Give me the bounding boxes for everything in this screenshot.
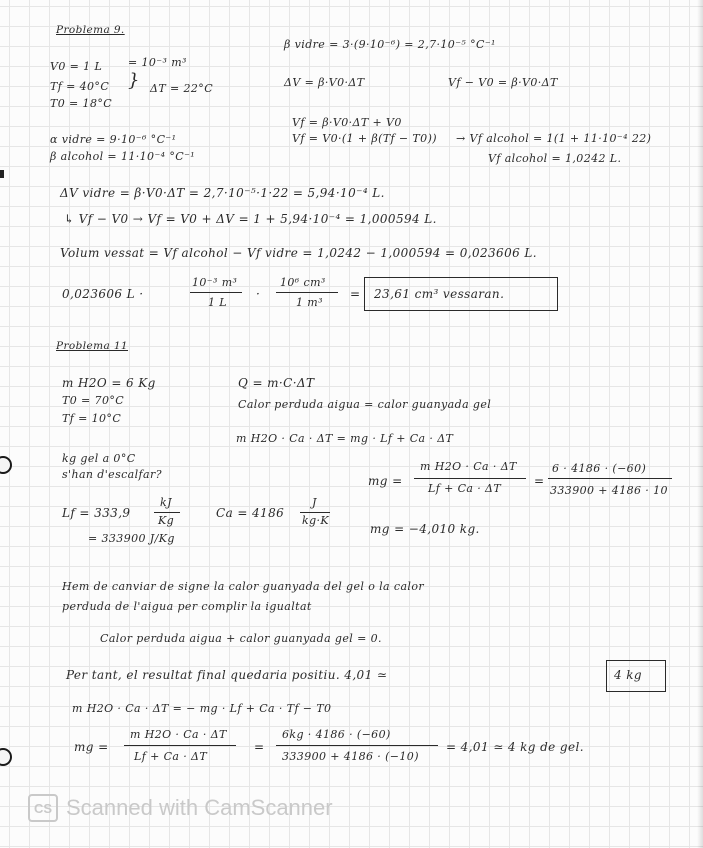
vf-alcohol-result: Vf alcohol = 1,0242 L. — [488, 152, 622, 165]
final-fraction-denominator: Lf + Ca · ΔT — [134, 750, 208, 763]
fraction-bar — [190, 292, 242, 293]
balance-zero: Calor perduda aigua + calor guanyada gel = 0. — [100, 632, 382, 645]
beta-alcohol: β alcohol = 11·10⁻⁴ °C⁻¹ — [50, 150, 196, 163]
conversion-frac1-numerator: 10⁻³ m³ — [192, 276, 238, 289]
given-v0-conversion: = 10⁻³ m³ — [128, 56, 187, 69]
latent-heat-unit-numerator: kJ — [160, 496, 172, 509]
explanation-line-2: perduda de l'aigua per complir la igualtat — [62, 600, 312, 613]
fraction-bar — [154, 512, 180, 513]
mg-fraction-numerator: m H2O · Ca · ΔT — [420, 460, 517, 473]
fraction-bar — [124, 745, 236, 746]
latent-heat-unit-denominator: Kg — [158, 514, 175, 527]
fraction-bar — [276, 292, 338, 293]
heat-balance-equation: m H2O · Ca · ΔT = mg · Lf + Ca · ΔT — [236, 432, 454, 445]
given-m-water: m H2O = 6 Kg — [62, 376, 156, 390]
specific-heat: Ca = 4186 — [216, 506, 285, 520]
camscanner-watermark — [28, 794, 333, 822]
conversion-frac1-denominator: 1 L — [208, 296, 227, 309]
conversion-result: 23,61 cm³ vessaran. — [374, 287, 505, 301]
conversion-frac2-denominator: 1 m³ — [296, 296, 323, 309]
given-tf: Tf = 40°C — [50, 80, 110, 93]
specific-heat-unit-denominator: kg·K — [302, 514, 330, 527]
brace-symbol: } — [128, 70, 140, 91]
spilled-volume: Volum vessat = Vf alcohol − Vf vidre = 1,0242 − 1,000594 = 0,023606 L. — [60, 246, 537, 260]
mg-fraction-denominator: Lf + Ca · ΔT — [428, 482, 502, 495]
final-equation: m H2O · Ca · ΔT = − mg · Lf + Ca · Tf − T0 — [72, 702, 332, 715]
given-t0: T0 = 70°C — [62, 394, 125, 407]
equals-sign: = — [254, 740, 265, 754]
latent-heat-joules: = 333900 J/Kg — [88, 532, 175, 545]
given-v0: V0 = 1 L — [50, 60, 103, 73]
latent-heat: Lf = 333,9 — [62, 506, 131, 520]
heat-balance-statement: Calor perduda aigua = calor guanyada gel — [238, 398, 492, 411]
equals-sign: = — [534, 474, 545, 488]
fraction-bar — [276, 745, 438, 746]
final-statement: Per tant, el resultat final quedaria positiu. 4,01 ≃ — [66, 668, 388, 682]
fraction-bar — [300, 512, 330, 513]
mg-denominator-values: 333900 + 4186 · 10 — [550, 484, 668, 497]
final-answer: 4 kg — [614, 668, 643, 682]
conversion-frac2-numerator: 10⁶ cm³ — [280, 276, 326, 289]
final-values-numerator: 6kg · 4186 · (−60) — [282, 728, 391, 741]
binder-mark — [0, 170, 4, 178]
vf-minus-v0-formula: Vf − V0 = β·V0·ΔT — [448, 76, 558, 89]
watermark-text: Scanned with CamScanner — [66, 795, 333, 820]
vf-alcohol-calc: → Vf alcohol = 1(1 + 11·10⁻⁴ 22) — [456, 132, 652, 145]
beta-glass: β vidre = 3·(9·10⁻⁶) = 2,7·10⁻⁵ °C⁻¹ — [284, 38, 496, 51]
given-t0: T0 = 18°C — [50, 97, 113, 110]
fraction-bar — [414, 478, 526, 479]
question-line-1: kg gel a 0°C — [62, 452, 136, 465]
equals-sign: = — [350, 287, 361, 301]
alpha-glass: α vidre = 9·10⁻⁶ °C⁻¹ — [50, 133, 177, 146]
delta-v-formula: ΔV = β·V0·ΔT — [284, 76, 365, 89]
fraction-bar — [548, 478, 672, 479]
multiply-dot: · — [256, 287, 261, 301]
final-mg-label: mg = — [74, 740, 109, 754]
delta-v-glass: ΔV vidre = β·V0·ΔT = 2,7·10⁻⁵·1·22 = 5,94·10⁻⁴ L. — [60, 186, 385, 200]
page-edge-shadow — [697, 0, 703, 848]
explanation-line-1: Hem de canviar de signe la calor guanyada del gel o la calor — [62, 580, 425, 593]
problem-9-heading: Problema 9. — [56, 24, 125, 36]
camscanner-logo-icon: CS — [28, 794, 58, 822]
specific-heat-unit-numerator: J — [312, 496, 317, 509]
conversion-value: 0,023606 L · — [62, 287, 144, 301]
vf-formula-1: Vf = β·V0·ΔT + V0 — [292, 116, 402, 129]
mg-result: mg = −4,010 kg. — [370, 522, 480, 536]
heat-formula: Q = m·C·ΔT — [238, 376, 315, 390]
vf-glass: ↳ Vf − V0 → Vf = V0 + ΔV = 1 + 5,94·10⁻⁴ = 1,000594 L. — [64, 212, 437, 226]
vf-formula-2: Vf = V0·(1 + β(Tf − T0)) — [292, 132, 437, 145]
problem-11-heading: Problema 11 — [56, 340, 129, 352]
final-values-denominator: 333900 + 4186 · (−10) — [282, 750, 419, 763]
final-fraction-numerator: m H2O · Ca · ΔT — [130, 728, 227, 741]
given-delta-t: ΔT = 22°C — [150, 82, 214, 95]
given-tf: Tf = 10°C — [62, 412, 122, 425]
question-line-2: s'han d'escalfar? — [62, 468, 162, 481]
mg-numerator-values: 6 · 4186 · (−60) — [552, 462, 647, 475]
final-result: = 4,01 ≃ 4 kg de gel. — [446, 740, 584, 754]
mg-label: mg = — [368, 474, 403, 488]
